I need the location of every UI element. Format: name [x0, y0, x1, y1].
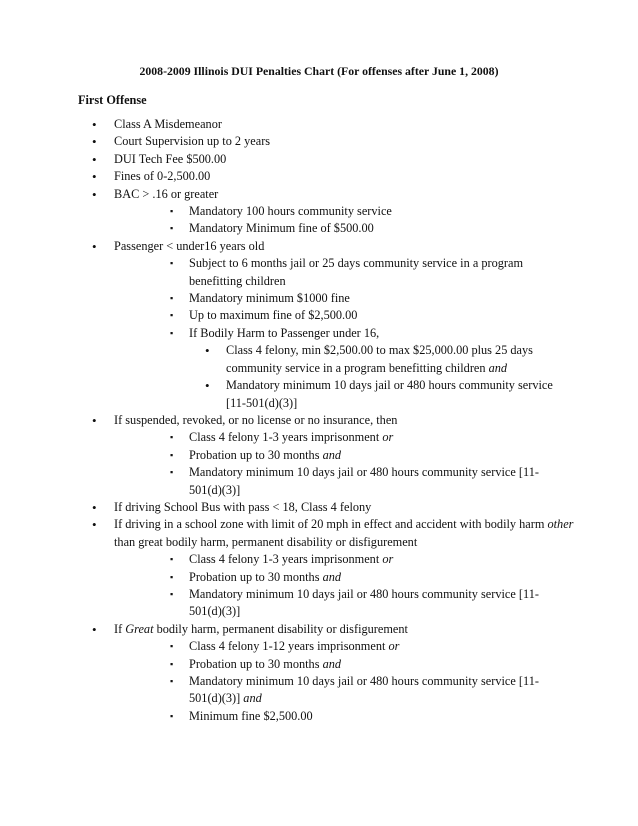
list-item-level-2 — [0, 569, 544, 586]
text-run: Probation up to 30 months — [189, 569, 323, 584]
text-run: Class A Misdemeanor — [114, 117, 222, 131]
list-item-level-1 — [0, 621, 574, 638]
text-run: Class 4 felony 1-3 years imprisonment — [189, 430, 383, 445]
list-item-level-3 — [0, 342, 566, 377]
square-bullet-icon: ▪ — [170, 588, 174, 599]
emphasis-text: and — [322, 656, 342, 671]
text-run: If Bodily Harm to Passenger under 16, — [189, 325, 380, 340]
round-bullet-icon: • — [92, 412, 97, 428]
list-item-text — [114, 239, 264, 253]
emphasis-text: and — [243, 691, 262, 706]
text-run: Mandatory minimum 10 days jail or 480 hours community service [11-501(d)(3)] — [189, 465, 539, 497]
square-bullet-icon: ▪ — [170, 432, 174, 443]
text-run: If driving in a school zone with limit of 20 mph in effect and accident with bodily harm — [114, 517, 548, 532]
square-bullet-icon: ▪ — [170, 571, 174, 582]
round-bullet-icon: • — [205, 378, 210, 394]
section-heading: First Offense — [78, 93, 147, 107]
text-run: Probation up to 30 months — [189, 447, 323, 462]
square-bullet-icon: ▪ — [170, 658, 174, 669]
list-item-level-2 — [0, 220, 544, 237]
list-item-level-2 — [0, 708, 544, 725]
list-item-text — [189, 326, 379, 340]
square-bullet-icon: ▪ — [170, 710, 174, 721]
list-item-level-2 — [0, 255, 544, 290]
square-bullet-icon: ▪ — [170, 676, 174, 686]
text-run: Mandatory Minimum fine of $500.00 — [189, 221, 374, 236]
list-item-text — [114, 622, 408, 636]
list-item-text — [189, 291, 350, 305]
text-run: Mandatory minimum 10 days jail or 480 hours community service [11-501(d)(3)] — [189, 674, 539, 706]
text-run: Class 4 felony 1-3 years imprisonment — [189, 552, 383, 567]
text-run: than great bodily harm, permanent disability or disfigurement — [114, 534, 418, 549]
list-item-level-1 — [0, 116, 574, 133]
list-item-text — [114, 517, 573, 548]
round-bullet-icon: • — [92, 517, 97, 533]
text-run: Subject to 6 months jail or 25 days community service in a program benefitting children — [189, 256, 524, 288]
list-item-text — [189, 657, 341, 671]
emphasis-text: and — [488, 360, 508, 375]
list-item-level-2 — [0, 325, 544, 342]
list-item-text — [114, 152, 226, 166]
text-run: Mandatory 100 hours community service — [189, 204, 392, 219]
square-bullet-icon: ▪ — [170, 449, 174, 460]
list-item-text — [189, 204, 392, 218]
text-run: Court Supervision up to 2 years — [114, 134, 271, 149]
list-item-text — [189, 674, 539, 705]
list-item-level-1 — [0, 516, 574, 551]
list-item-level-2 — [0, 586, 544, 621]
list-item-level-2 — [0, 447, 544, 464]
emphasis-text: other — [547, 517, 574, 532]
list-item-text — [189, 430, 393, 444]
list-item-text — [189, 709, 313, 723]
square-bullet-icon: ▪ — [170, 310, 174, 321]
list-item-text — [189, 465, 539, 496]
list-item-text — [189, 639, 399, 653]
square-bullet-icon: ▪ — [170, 327, 174, 338]
round-bullet-icon: • — [92, 186, 97, 202]
square-bullet-icon: ▪ — [170, 223, 174, 234]
round-bullet-icon: • — [92, 151, 97, 167]
list-item-text — [114, 169, 210, 183]
penalty-list — [0, 116, 638, 725]
emphasis-text: or — [382, 430, 394, 445]
round-bullet-icon: • — [92, 117, 97, 132]
text-run: Mandatory minimum $1000 fine — [189, 291, 350, 306]
square-bullet-icon: ▪ — [170, 206, 174, 217]
square-bullet-icon: ▪ — [170, 258, 174, 269]
list-item-text — [189, 552, 393, 566]
text-run: If suspended, revoked, or no license or no insurance, then — [114, 412, 398, 427]
text-run: Up to maximum fine of $2,500.00 — [189, 308, 358, 323]
text-run: Fines of 0-2,500.00 — [114, 169, 211, 184]
list-item-level-2 — [0, 307, 544, 324]
text-run: If — [114, 621, 126, 636]
list-item-level-1 — [0, 133, 574, 150]
emphasis-text: and — [322, 569, 342, 584]
list-item-level-1 — [0, 499, 574, 516]
text-run: Class 4 felony 1-12 years imprisonment — [189, 639, 389, 654]
list-item-text — [189, 587, 539, 618]
list-item-level-1 — [0, 168, 574, 185]
list-item-text — [226, 343, 533, 374]
list-item-text — [114, 134, 270, 148]
list-item-text — [114, 117, 222, 131]
document-title: 2008-2009 Illinois DUI Penalties Chart (For offenses after June 1, 2008) — [139, 64, 499, 78]
list-item-text — [189, 308, 357, 322]
list-item-text — [114, 500, 371, 514]
list-item-level-1 — [0, 151, 574, 168]
round-bullet-icon: • — [205, 343, 210, 359]
text-run: If driving School Bus with pass < 18, Class 4 felony — [114, 499, 372, 514]
text-run: BAC > .16 or greater — [114, 186, 219, 201]
square-bullet-icon: ▪ — [170, 293, 174, 304]
emphasis-text: or — [388, 639, 400, 654]
list-item-level-2 — [0, 656, 544, 673]
list-item-text — [114, 413, 397, 427]
square-bullet-icon: ▪ — [170, 641, 174, 652]
text-run: Class 4 felony, min $2,500.00 to max $25,000.00 plus 25 days community service in a program benefitting children — [226, 343, 533, 375]
list-item-level-2 — [0, 429, 544, 446]
list-item-level-1 — [0, 186, 574, 203]
list-item-text — [189, 256, 523, 287]
list-item-level-1 — [0, 412, 574, 429]
square-bullet-icon: ▪ — [170, 554, 174, 565]
round-bullet-icon: • — [92, 238, 97, 254]
emphasis-text: or — [382, 552, 394, 567]
list-item-text — [114, 187, 218, 201]
round-bullet-icon: • — [92, 499, 97, 515]
text-run: Probation up to 30 months — [189, 656, 323, 671]
text-run: Minimum fine $2,500.00 — [189, 708, 313, 723]
list-item-level-2 — [0, 203, 544, 220]
list-item-level-1 — [0, 238, 574, 255]
emphasis-text: and — [322, 447, 342, 462]
round-bullet-icon: • — [92, 134, 97, 150]
list-item-level-2 — [0, 551, 544, 568]
emphasis-text: Great — [125, 621, 154, 636]
list-item-text — [189, 448, 341, 462]
text-run: Mandatory minimum 10 days jail or 480 hours community service [11-501(d)(3)] — [226, 378, 553, 410]
round-bullet-icon: • — [92, 621, 97, 637]
list-item-level-2 — [0, 638, 544, 655]
text-run: Passenger < under16 years old — [114, 238, 265, 253]
round-bullet-icon: • — [92, 169, 97, 185]
text-run: Mandatory minimum 10 days jail or 480 hours community service [11-501(d)(3)] — [189, 586, 539, 619]
list-item-level-2 — [0, 464, 544, 499]
list-item-text — [189, 570, 341, 584]
text-run: DUI Tech Fee $500.00 — [114, 151, 227, 166]
square-bullet-icon: ▪ — [170, 467, 174, 478]
list-item-level-2 — [0, 673, 544, 708]
list-item-level-3 — [0, 377, 566, 412]
list-item-level-2 — [0, 290, 544, 307]
list-item-text — [226, 378, 553, 409]
text-run: bodily harm, permanent disability or disfigurement — [153, 621, 408, 636]
list-item-text — [189, 221, 374, 235]
